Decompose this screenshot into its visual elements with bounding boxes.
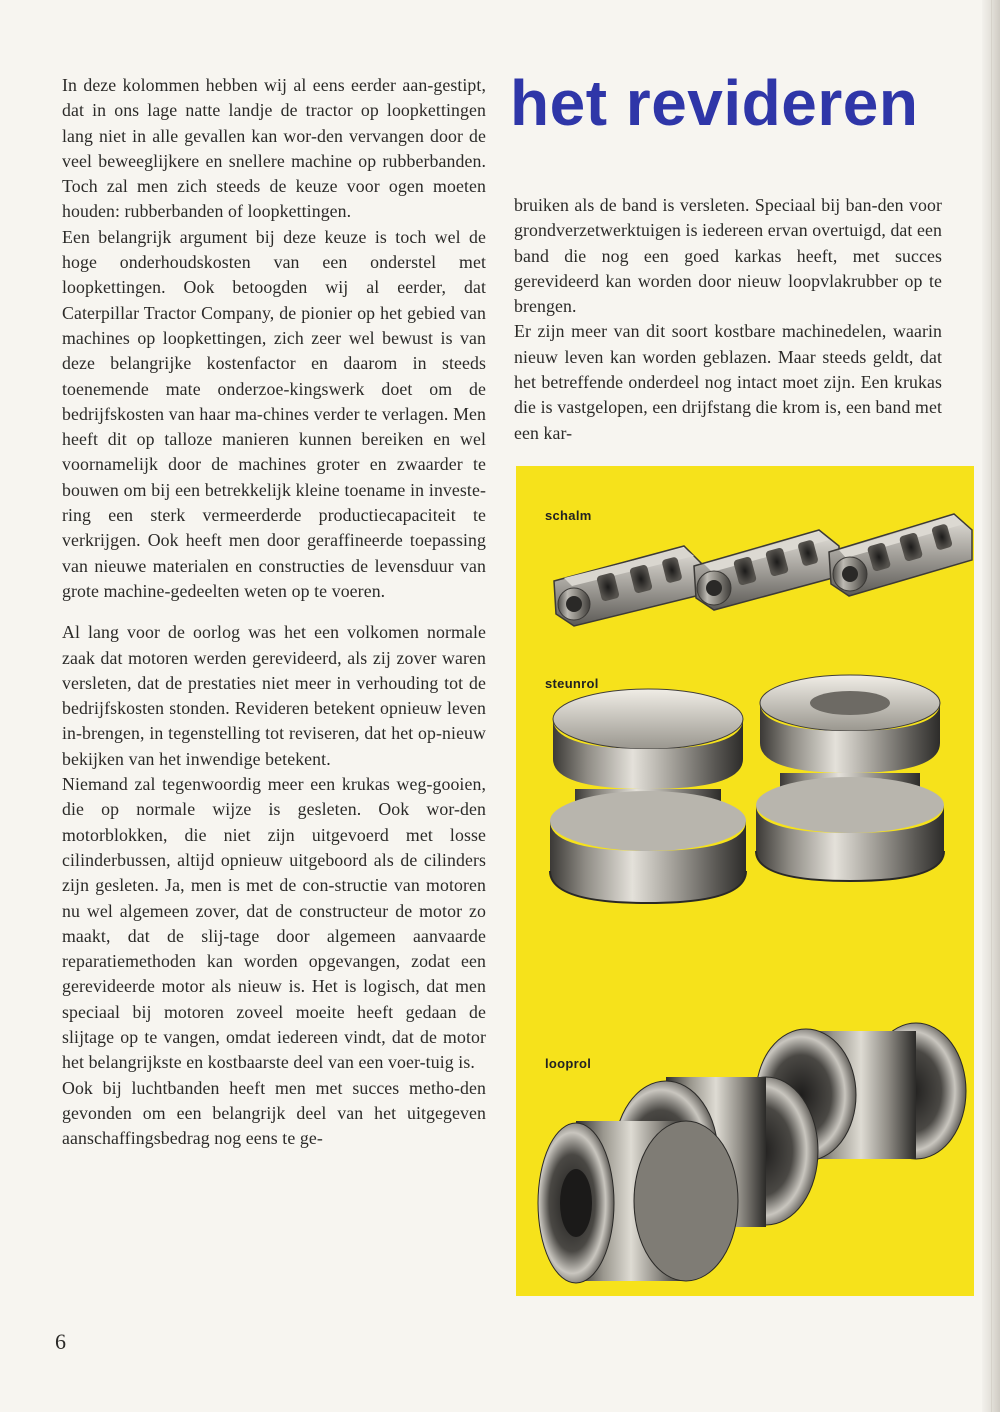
track-rollers-photo xyxy=(536,1011,974,1291)
parts-photo-panel xyxy=(516,466,974,1296)
left-column xyxy=(62,73,486,1151)
page-fold-line xyxy=(991,0,992,1412)
label-looprol: looprol xyxy=(545,1056,592,1071)
left-paragraph-4: Niemand zal tegenwoordig meer een krukas weg-gooien, die op normale wijze is gesleten. Ook wor-den motorblokken, die niet zijn uitgevoerd met losse cilinderbussen, altijd opnieuw uitgeboord als de cilinders zijn gesleten. Ja, men is met de con-structie van motoren nu wel algemeen zover, dat de constructeur de motor zo maakt, dat de slij-tage door algemeen aanvaarde reparatiemethoden kan worden opgevangen, zodat een gerevideerde motor als nieuw is. Het is logisch, dat men speciaal bij motoren zoveel moeite heeft gedaan de slijtage op te vangen, omdat iedereen vindt, dat de motor het belangrijkste en kostbaarste deel van een voer-tuig is. xyxy=(62,774,486,1073)
track-roller-front xyxy=(538,1121,738,1283)
page-number: 6 xyxy=(55,1329,66,1354)
label-steunrol: steunrol xyxy=(545,676,599,691)
support-roller-left xyxy=(550,689,746,903)
article-title: het revideren xyxy=(510,67,919,139)
label-schalm: schalm xyxy=(545,508,592,523)
left-paragraph-1: In deze kolommen hebben wij al eens eerder aan-gestipt, dat in ons lage natte landje de tractor op loopkettingen lang niet in alle gevallen kan wor-den vervangen door de veel beweeglijkere en snellere machine op rubberbanden. Toch zal men zich steeds de keuze voor ogen moeten houden: rubberbanden of loopkettingen. xyxy=(62,75,486,222)
chain-link-1 xyxy=(554,546,704,626)
left-paragraph-3: Al lang voor de oorlog was het een volkomen normale zaak dat motoren werden gerevideerd, als zij zover waren versleten, dat de prestaties niet meer in verhouding tot de bedrijfskosten stonden. Revideren betekent opnieuw leven in-brengen, in tegenstelling tot reviseren, dat het op-nieuw bekijken van het inwendige betekent. xyxy=(62,622,486,769)
right-column xyxy=(514,193,942,446)
track-chain-links-photo xyxy=(544,486,974,636)
right-paragraph-2: Er zijn meer van dit soort kostbare machinedelen, waarin nieuw leven kan worden geblazen. Maar steeds geldt, dat het betreffende onderdeel nog intact moet zijn. Een krukas die is vastgelopen, een drijfstang die krom is, een band met een kar- xyxy=(514,321,942,443)
support-roller-right xyxy=(756,675,944,881)
chain-link-3 xyxy=(829,514,972,596)
support-rollers-photo xyxy=(540,681,960,981)
right-paragraph-1: bruiken als de band is versleten. Speciaal bij ban-den voor grondverzetwerktuigen is iedereen ervan overtuigd, dat een band die nog een goed karkas heeft, met succes gerevideerd kan worden door nieuw loopvlakrubber op te brengen. xyxy=(514,195,942,317)
left-paragraph-2: Een belangrijk argument bij deze keuze is toch wel de hoge onderhoudskosten van een onderstel met loopkettingen. Ook betoogden wij al eerder, dat Caterpillar Tractor Company, de pionier op het gebied van machines op loopkettingen, zich zeer wel bewust is van deze belangrijke kostenfactor en daarom in steeds toenemende mate onderzoe-kingswerk doet om de bedrijfskosten van haar ma-chines verder te verlagen. Men heeft dit op talloze manieren kunnen bereiken en wel voornamelijk door de machines groter en zwaarder te bouwen om bij een betrekkelijk kleine toename in investe-ring een sterk vermeerderde productiecapaciteit te verkrijgen. Ook heeft men door geraffineerde toepassing van nieuwe materialen en constructies de levensduur van grote machine-gedeelten weten op te voeren. xyxy=(62,226,486,601)
left-paragraph-5: Ook bij luchtbanden heeft men met succes metho-den gevonden om een belangrijk deel van het uitgegeven aanschaffingsbedrag nog eens te ge- xyxy=(62,1077,486,1149)
chain-link-2 xyxy=(694,530,840,610)
